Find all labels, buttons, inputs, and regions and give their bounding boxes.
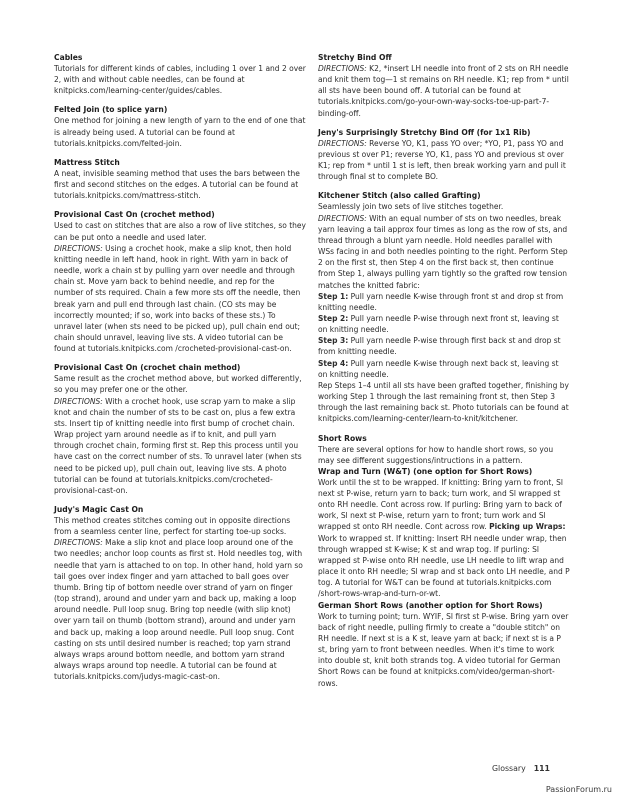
- directions-text: With an equal number of sts on two needles, break yarn leaving a tail approx four times as long as the row of sts, and thread through a blunt yarn needle. Hold needles parallel with WSs facing in and both needles pointing to the right. Perform Step 2 on the first st, then Step 4 on the first back st, then continue from Step 1, always pulling yarn tightly so the grafted row tension matches the knitted fabric:: [318, 213, 568, 290]
- short-rows-section: [318, 433, 570, 689]
- section-intro: Seamlessly join two sets of live stitches together.: [318, 202, 504, 212]
- section-body: A neat, invisible seaming method that uses the bars between the first and second stitches on the edges. A tutorial can be found at tutorials.knitpicks.com/mattress-stitch.: [54, 168, 300, 201]
- kitchener-step: [318, 313, 570, 335]
- section-directions: [318, 63, 570, 119]
- section-heading: Jeny's Surprisingly Stretchy Bind Off (for 1x1 Rib): [318, 127, 531, 137]
- wt-text: Work until the st to be wrapped. If knitting: Bring yarn to front, Sl next st P-wise, return yarn to back; turn work, and Sl wrapped st onto RH needle. Cont across row. If purling: Bring yarn to back of work, Sl next st P-wise, return yarn to front; turn work and Sl wrapped st onto RH needle. Cont across row.: [318, 477, 563, 532]
- section-heading: Mattress Stitch: [54, 157, 120, 167]
- section-intro: Same result as the crochet method above, but worked differently, so you may prefer one or the other.: [54, 374, 302, 395]
- directions-label: DIRECTIONS:: [54, 243, 103, 253]
- picking-up-wraps-text: Work to wrapped st. If knitting: Insert RH needle under wrap, then through wrapped st K-wise; K st and wrap tog. If purling: Sl wrapped st P-wise onto RH needle, use LH needle to lift wrap and place it onto RH needle; Sl wrap and st back onto LH needle, and P tog. A tutorial for W&T can be found at tutorials.knitpicks.com /short-rows-wrap-and-turn-or-wt.: [318, 533, 570, 599]
- section-heading: Felted Join (to splice yarn): [54, 105, 168, 115]
- directions-text: With a crochet hook, use scrap yarn to make a slip knot and chain the number of sts to be cast on, plus a few extra sts. Insert tip of knitting needle into first bump of crochet chain. Wrap project yarn around needle as if to knit, and pull yarn through crochet chain, forming first st. Rep this process until you have cast on the correct number of sts. To unravel later (when sts need to be picked up), pull chain out, leaving live sts. A photo tutorial can be found at tutorials.knitpicks.com/crocheted-provisional-cast-on.: [54, 396, 302, 495]
- directions-text: K2, *insert LH needle into front of 2 sts on RH needle and knit them tog—1 st remains on RH needle. K1; rep from * until all sts have been bound off. A tutorial can be found at tutorials.knitpicks.com/go-your-own-way-socks-toe-up-part-7-binding-off.: [318, 64, 569, 118]
- section-directions: [54, 243, 306, 355]
- section-directions: [318, 213, 570, 291]
- section-heading: Short Rows: [318, 433, 367, 443]
- section-body: One method for joining a new length of yarn to the end of one that is already being used. A tutorial can be found at tutorials.knitpicks.com/felted-join.: [54, 116, 306, 148]
- felted-join-section: [54, 104, 306, 148]
- section-body: Tutorials for different kinds of cables, including 1 over 1 and 2 over 2, with and without cable needles, can be found at knitpicks.com/learning-center/guides/cables.: [54, 64, 306, 96]
- judys-magic-cast-on-section: [54, 504, 306, 682]
- section-heading: Kitchener Stitch (also called Grafting): [318, 191, 481, 201]
- section-heading: Provisional Cast On (crochet method): [54, 210, 215, 220]
- footer-section-label: Glossary: [492, 764, 526, 773]
- directions-text: Make a slip knot and place loop around one of the two needles; anchor loop counts as first st. Hold needles tog, with needle that yarn is attached to on top. In other hand, hold yarn so tail goes over index finger and yarn attached to ball goes over thumb. Bring tip of bottom needle over strand of yarn on finger (top strand), around and under yarn and back up, making a loop around needle. Pull loop snug. Bring top needle (with slip knot) over yarn tail on thumb (bottom strand), around and under yarn and back up, making a loop around needle. Pull loop snug. Cont casting on sts until desired number is reached; top yarn strand always wraps around bottom needle, and bottom yarn strand always wraps around top needle. A tutorial can be found at tutorials.knitpicks.com/judys-magic-cast-on.: [54, 538, 303, 682]
- cables-section: [54, 52, 306, 96]
- section-heading: Provisional Cast On (crochet chain method): [54, 363, 241, 373]
- step-text: Pull yarn needle K-wise through front st and drop st from knitting needle.: [318, 291, 564, 312]
- jeny-bind-off-section: [318, 127, 570, 183]
- section-directions: [54, 537, 306, 682]
- kitchener-step: [318, 335, 570, 357]
- kitchener-section: [318, 190, 570, 424]
- step-text: Pull yarn needle P-wise through first back st and drop st from knitting needle.: [318, 336, 561, 357]
- section-outro: Rep Steps 1–4 until all sts have been grafted together, finishing by working Step 1 through the last remaining front st, then Step 3 through the last remaining back st. Photo tutorials can be found at knitpicks.com/learning-center/learn-to-knit/kitchener.: [318, 380, 569, 424]
- directions-label: DIRECTIONS:: [318, 213, 367, 223]
- left-column: [54, 52, 306, 690]
- directions-text: Using a crochet hook, make a slip knot, then hold knitting needle in left hand, hook in right. With yarn in back of needle, work a chain st by pulling yarn over needle and through chain st. Move yarn back to behind needle, and rep for the number of sts required. Chain a few more sts off the needle, then break yarn and pull end through last chain. (CO sts may be incorrectly mounted; if so, work into backs of these sts.) To unravel later (when sts need to be picked up), pull chain end out; chain should unravel, leaving live sts. A video tutorial can be found at tutorials.knitpicks.com /crocheted-provisional-cast-on.: [54, 243, 301, 354]
- german-short-rows-body: Work to turning point; turn. WYIF, Sl first st P-wise. Bring yarn over back of right needle, pulling firmly to create a "double stitch" on RH needle. If next st is a K st, leave yarn at back; if next st is a P st, bring yarn to front between needles. When it's time to work into double st, knit both strands tog. A video tutorial for German Short Rows can be found at knitpicks.com/video/german-short-rows.: [318, 611, 569, 688]
- provisional-chain-section: [54, 362, 306, 496]
- step-label: Step 1:: [318, 291, 349, 301]
- page-footer: [492, 764, 550, 773]
- step-text: Pull yarn needle P-wise through next front st, leaving st on knitting needle.: [318, 313, 559, 335]
- section-heading: Cables: [54, 53, 83, 62]
- right-column: [318, 52, 570, 697]
- section-directions: [318, 138, 570, 183]
- directions-text: Reverse YO, K1, pass YO over; *YO, P1, pass YO and previous st over P1; reverse YO, K1, pass YO and previous st over K1; rep from * until 1 st is left, then break working yarn and pull it through final st to complete BO.: [318, 138, 566, 182]
- page-number: 111: [533, 764, 550, 773]
- subsection-heading: German Short Rows (another option for Short Rows): [318, 600, 543, 610]
- section-heading: Judy's Magic Cast On: [54, 505, 144, 514]
- step-label: Step 2:: [318, 313, 349, 323]
- kitchener-step: [318, 291, 570, 313]
- subsection-heading: Wrap and Turn (W&T) (one option for Short Rows): [318, 466, 533, 476]
- provisional-crochet-section: [54, 209, 306, 354]
- directions-label: DIRECTIONS:: [54, 538, 103, 548]
- step-label: Step 4:: [318, 358, 349, 368]
- step-text: Pull yarn needle K-wise through next back st, leaving st on knitting needle.: [318, 358, 559, 379]
- section-intro: Used to cast on stitches that are also a row of live stitches, so they can be put onto a needle and used later.: [54, 221, 306, 242]
- directions-label: DIRECTIONS:: [318, 138, 367, 148]
- section-directions: [54, 396, 306, 496]
- directions-label: DIRECTIONS:: [54, 396, 103, 406]
- kitchener-step: [318, 358, 570, 380]
- step-label: Step 3:: [318, 336, 349, 346]
- directions-label: DIRECTIONS:: [318, 64, 367, 73]
- section-intro: There are several options for how to handle short rows, so you may see different suggestions/intructions in a pattern.: [318, 444, 554, 465]
- stretchy-bind-off-section: [318, 52, 570, 119]
- watermark: PassionForum.ru: [545, 785, 612, 794]
- wrap-and-turn-body: [318, 477, 570, 600]
- picking-up-wraps-label: Picking up Wraps:: [489, 522, 566, 532]
- section-intro: This method creates stitches coming out in opposite directions from a seamless center line, perfect for starting toe-up socks.: [54, 516, 291, 537]
- mattress-stitch-section: [54, 157, 306, 201]
- section-heading: Stretchy Bind Off: [318, 53, 392, 62]
